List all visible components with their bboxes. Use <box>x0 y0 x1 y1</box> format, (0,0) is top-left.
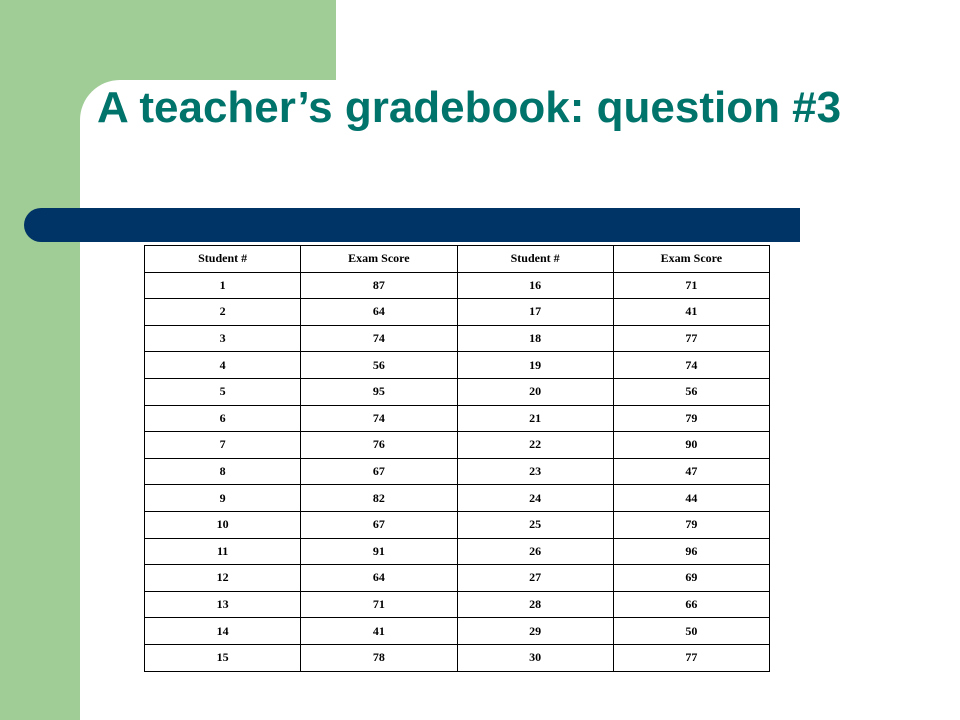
exam-score-cell: 79 <box>613 511 769 538</box>
exam-score-cell: 41 <box>301 618 457 645</box>
exam-score-cell: 96 <box>613 538 769 565</box>
table-row <box>145 591 770 618</box>
table-row <box>145 538 770 565</box>
table-row <box>145 618 770 645</box>
exam-score-cell: 74 <box>613 352 769 379</box>
student-number-cell: 20 <box>457 378 613 405</box>
table-header-row <box>145 246 770 273</box>
exam-score-cell: 91 <box>301 538 457 565</box>
exam-score-cell: 50 <box>613 618 769 645</box>
student-number-cell: 17 <box>457 299 613 326</box>
left-accent-band <box>0 0 80 720</box>
student-number-cell: 7 <box>145 432 301 459</box>
exam-score-cell: 56 <box>301 352 457 379</box>
student-number-cell: 29 <box>457 618 613 645</box>
title-divider-bar <box>24 208 800 242</box>
exam-score-cell: 82 <box>301 485 457 512</box>
table-row <box>145 405 770 432</box>
exam-score-cell: 67 <box>301 511 457 538</box>
table-row <box>145 644 770 671</box>
table-row <box>145 511 770 538</box>
exam-score-cell: 71 <box>301 591 457 618</box>
gradebook-table <box>144 245 770 672</box>
student-number-cell: 1 <box>145 272 301 299</box>
table-row <box>145 485 770 512</box>
exam-score-cell: 67 <box>301 458 457 485</box>
student-number-cell: 21 <box>457 405 613 432</box>
student-number-cell: 23 <box>457 458 613 485</box>
student-number-cell: 11 <box>145 538 301 565</box>
student-number-cell: 13 <box>145 591 301 618</box>
gradebook-body <box>145 272 770 671</box>
table-row <box>145 458 770 485</box>
slide-title: A teacher’s gradebook: question #3 <box>97 83 842 132</box>
student-number-cell: 6 <box>145 405 301 432</box>
student-number-cell: 22 <box>457 432 613 459</box>
student-number-cell: 10 <box>145 511 301 538</box>
header-exam-score-1: Exam Score <box>301 246 457 273</box>
exam-score-cell: 74 <box>301 405 457 432</box>
header-student-number-2: Student # <box>457 246 613 273</box>
student-number-cell: 19 <box>457 352 613 379</box>
header-exam-score-2: Exam Score <box>613 246 769 273</box>
exam-score-cell: 78 <box>301 644 457 671</box>
exam-score-cell: 90 <box>613 432 769 459</box>
exam-score-cell: 64 <box>301 299 457 326</box>
table-row <box>145 299 770 326</box>
exam-score-cell: 44 <box>613 485 769 512</box>
student-number-cell: 15 <box>145 644 301 671</box>
student-number-cell: 8 <box>145 458 301 485</box>
exam-score-cell: 47 <box>613 458 769 485</box>
exam-score-cell: 66 <box>613 591 769 618</box>
exam-score-cell: 77 <box>613 325 769 352</box>
student-number-cell: 26 <box>457 538 613 565</box>
exam-score-cell: 69 <box>613 565 769 592</box>
exam-score-cell: 74 <box>301 325 457 352</box>
student-number-cell: 16 <box>457 272 613 299</box>
exam-score-cell: 41 <box>613 299 769 326</box>
exam-score-cell: 87 <box>301 272 457 299</box>
table-row <box>145 352 770 379</box>
student-number-cell: 18 <box>457 325 613 352</box>
exam-score-cell: 95 <box>301 378 457 405</box>
student-number-cell: 4 <box>145 352 301 379</box>
table-row <box>145 432 770 459</box>
student-number-cell: 9 <box>145 485 301 512</box>
student-number-cell: 14 <box>145 618 301 645</box>
student-number-cell: 3 <box>145 325 301 352</box>
student-number-cell: 28 <box>457 591 613 618</box>
student-number-cell: 12 <box>145 565 301 592</box>
student-number-cell: 2 <box>145 299 301 326</box>
table-row <box>145 378 770 405</box>
exam-score-cell: 76 <box>301 432 457 459</box>
exam-score-cell: 79 <box>613 405 769 432</box>
student-number-cell: 30 <box>457 644 613 671</box>
exam-score-cell: 77 <box>613 644 769 671</box>
header-student-number-1: Student # <box>145 246 301 273</box>
exam-score-cell: 71 <box>613 272 769 299</box>
exam-score-cell: 56 <box>613 378 769 405</box>
exam-score-cell: 64 <box>301 565 457 592</box>
student-number-cell: 5 <box>145 378 301 405</box>
table-row <box>145 272 770 299</box>
student-number-cell: 27 <box>457 565 613 592</box>
table-row <box>145 565 770 592</box>
student-number-cell: 24 <box>457 485 613 512</box>
top-accent-block <box>0 0 336 80</box>
student-number-cell: 25 <box>457 511 613 538</box>
table-row <box>145 325 770 352</box>
